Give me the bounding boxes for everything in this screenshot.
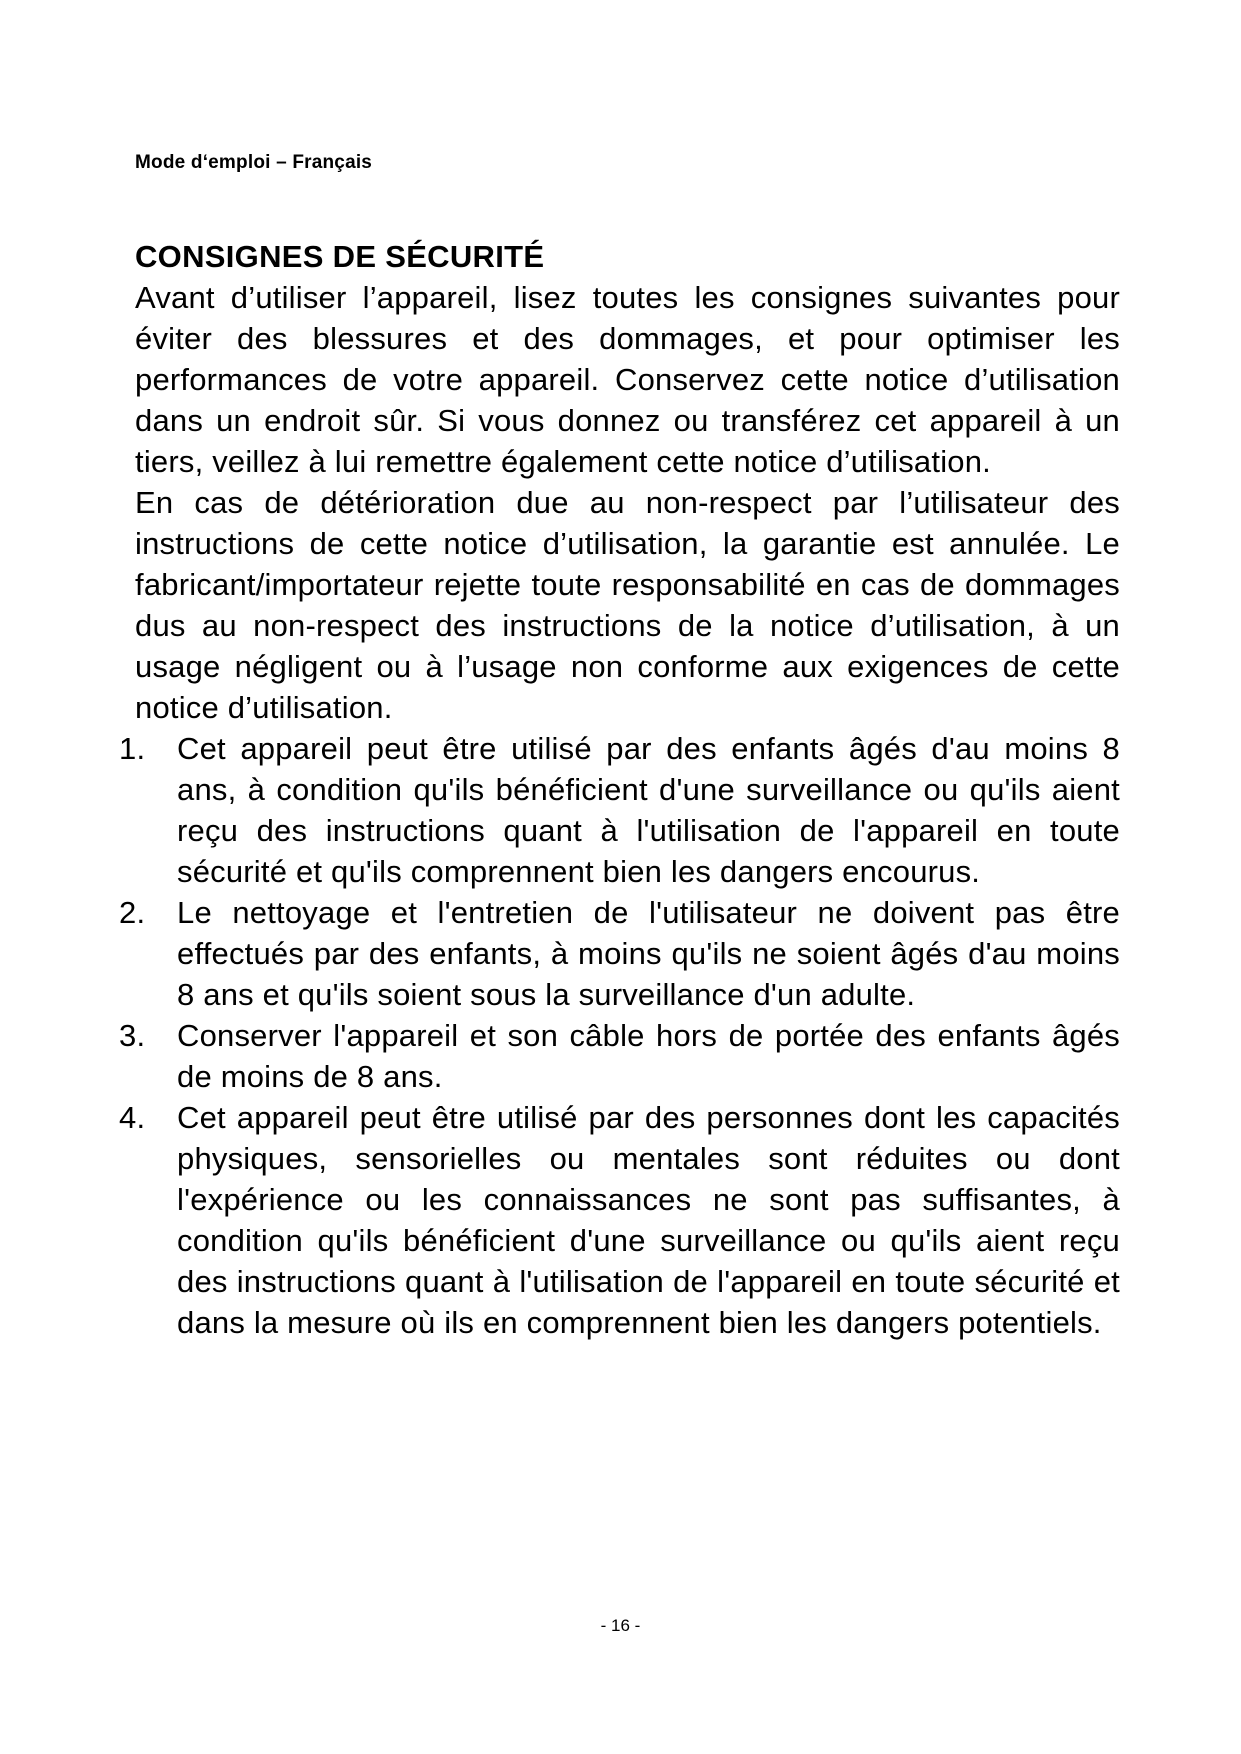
safety-section xyxy=(119,236,1120,1343)
list-item xyxy=(119,1015,1120,1097)
page-number: - 16 - xyxy=(600,1616,641,1635)
list-item-text: Cet appareil peut être utilisé par des enfants âgés d'au moins 8 ans, à condition qu'ils bénéficient d'une surveillance ou qu'ils aient reçu des instructions quant à l'utilisation de l'appareil en toute sécurité et qu'ils comprennent bien les dangers encourus. xyxy=(177,731,1120,889)
warranty-paragraph: En cas de détérioration due au non-respect par l’utilisateur des instructions de cette notice d’utilisation, la garantie est annulée. Le fabricant/importateur rejette toute responsabilité en cas de dommages dus au non-respect des instructions de la notice d’utilisation, à un usage négligent ou à l’usage non conforme aux exigences de cette notice d’utilisation. xyxy=(135,485,1120,725)
safety-list xyxy=(119,728,1120,1343)
list-item-text: Cet appareil peut être utilisé par des personnes dont les capacités physiques, sensorielles ou mentales sont réduites ou dont l'expérience ou les connaissances ne sont pas suffisantes, à condition qu'ils bénéficient d'une surveillance ou qu'ils aient reçu des instructions quant à l'utilisation de l'appareil en toute sécurité et dans la mesure où ils en comprennent bien les dangers potentiels. xyxy=(177,1100,1120,1340)
list-item-number: 1. xyxy=(119,731,146,766)
section-title: CONSIGNES DE SÉCURITÉ xyxy=(135,239,545,274)
list-item-number: 2. xyxy=(119,895,146,930)
list-item xyxy=(119,728,1120,892)
list-item-number: 4. xyxy=(119,1100,146,1135)
list-item-text: Le nettoyage et l'entretien de l'utilisateur ne doivent pas être effectués par des enfants, à moins qu'ils ne soient âgés d'au moins 8 ans et qu'ils soient sous la surveillance d'un adulte. xyxy=(177,895,1120,1012)
page-header: Mode d‘emploi – Français xyxy=(135,152,373,173)
intro-paragraph: Avant d’utiliser l’appareil, lisez toutes les consignes suivantes pour éviter des blessures et des dommages, et pour optimiser les performances de votre appareil. Conservez cette notice d’utilisation dans un endroit sûr. Si vous donnez ou transférez cet appareil à un tiers, veillez à lui remettre également cette notice d’utilisation. xyxy=(135,280,1120,479)
list-item xyxy=(119,1097,1120,1343)
list-item xyxy=(119,892,1120,1015)
list-item-text: Conserver l'appareil et son câble hors de portée des enfants âgés de moins de 8 ans. xyxy=(177,1018,1120,1094)
list-item-number: 3. xyxy=(119,1018,146,1053)
